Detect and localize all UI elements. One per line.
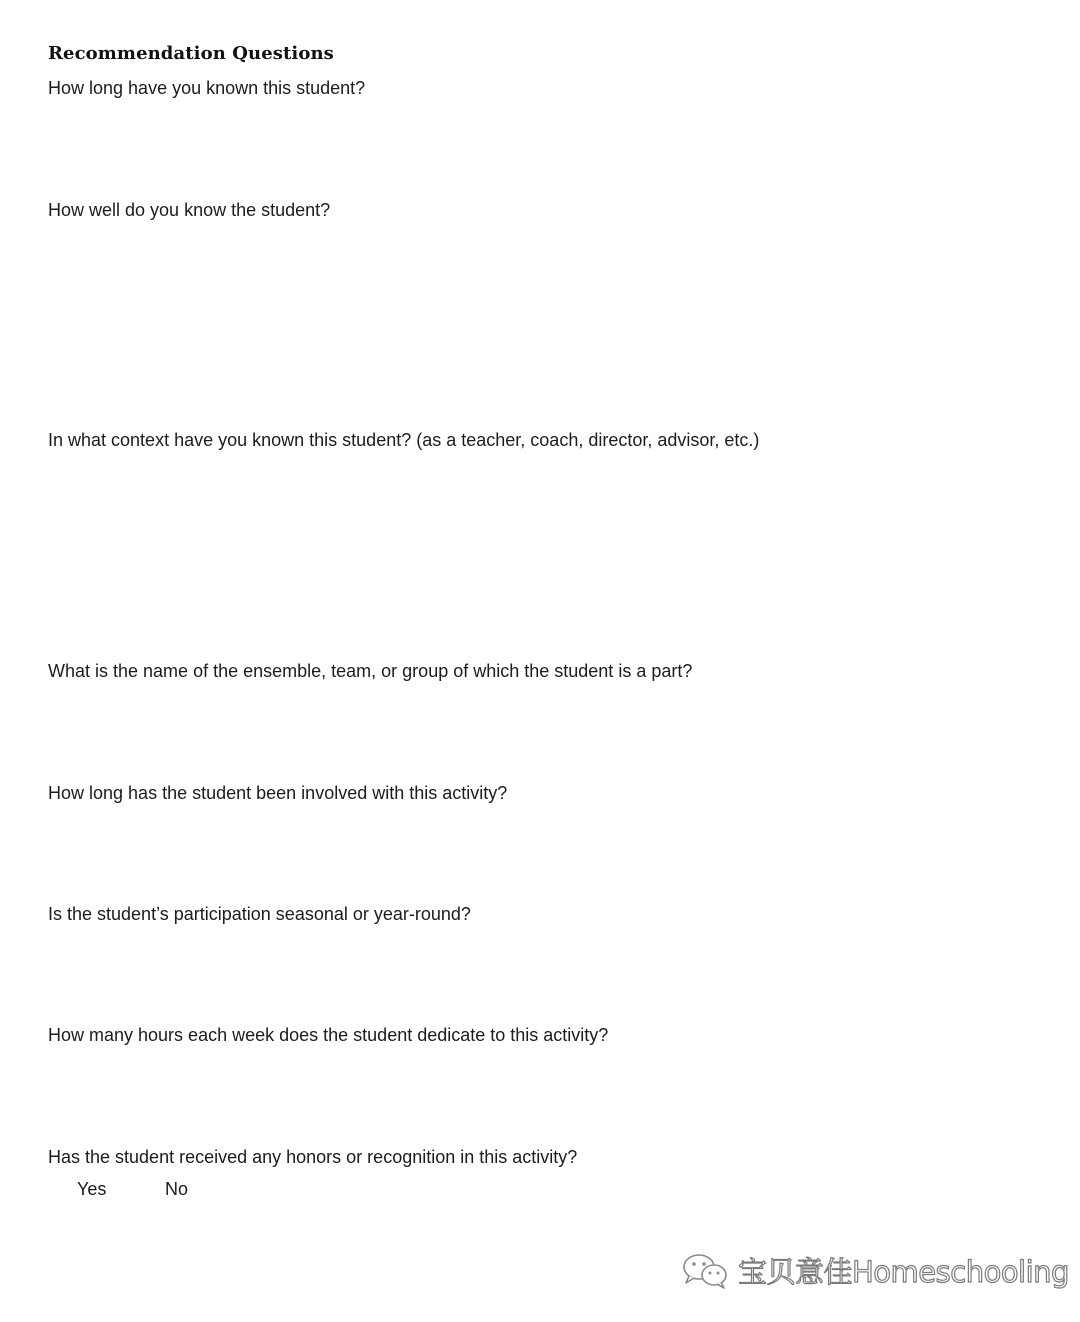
question-context: In what context have you known this student? (as a teacher, coach, director, advisor, etc.) (48, 430, 760, 450)
option-no[interactable]: No (165, 1179, 189, 1199)
question-honors: Has the student received any honors or recognition in this activity? (48, 1147, 578, 1167)
question-seasonal: Is the student’s participation seasonal or year-round? (48, 904, 471, 924)
watermark-text: 宝贝意佳Homeschooling (738, 1255, 1069, 1289)
question-activity-duration: How long has the student been involved with this activity? (48, 783, 508, 803)
option-yes[interactable]: Yes (77, 1179, 107, 1199)
question-known-duration: How long have you known this student? (48, 78, 366, 98)
question-how-well-known: How well do you know the student? (48, 200, 331, 220)
watermark (680, 1250, 1069, 1291)
question-group-name: What is the name of the ensemble, team, or group of which the student is a part? (48, 661, 693, 681)
wechat-icon (680, 1251, 732, 1291)
section-heading: Recommendation Questions (48, 43, 334, 64)
question-weekly-hours: How many hours each week does the student dedicate to this activity? (48, 1025, 609, 1045)
